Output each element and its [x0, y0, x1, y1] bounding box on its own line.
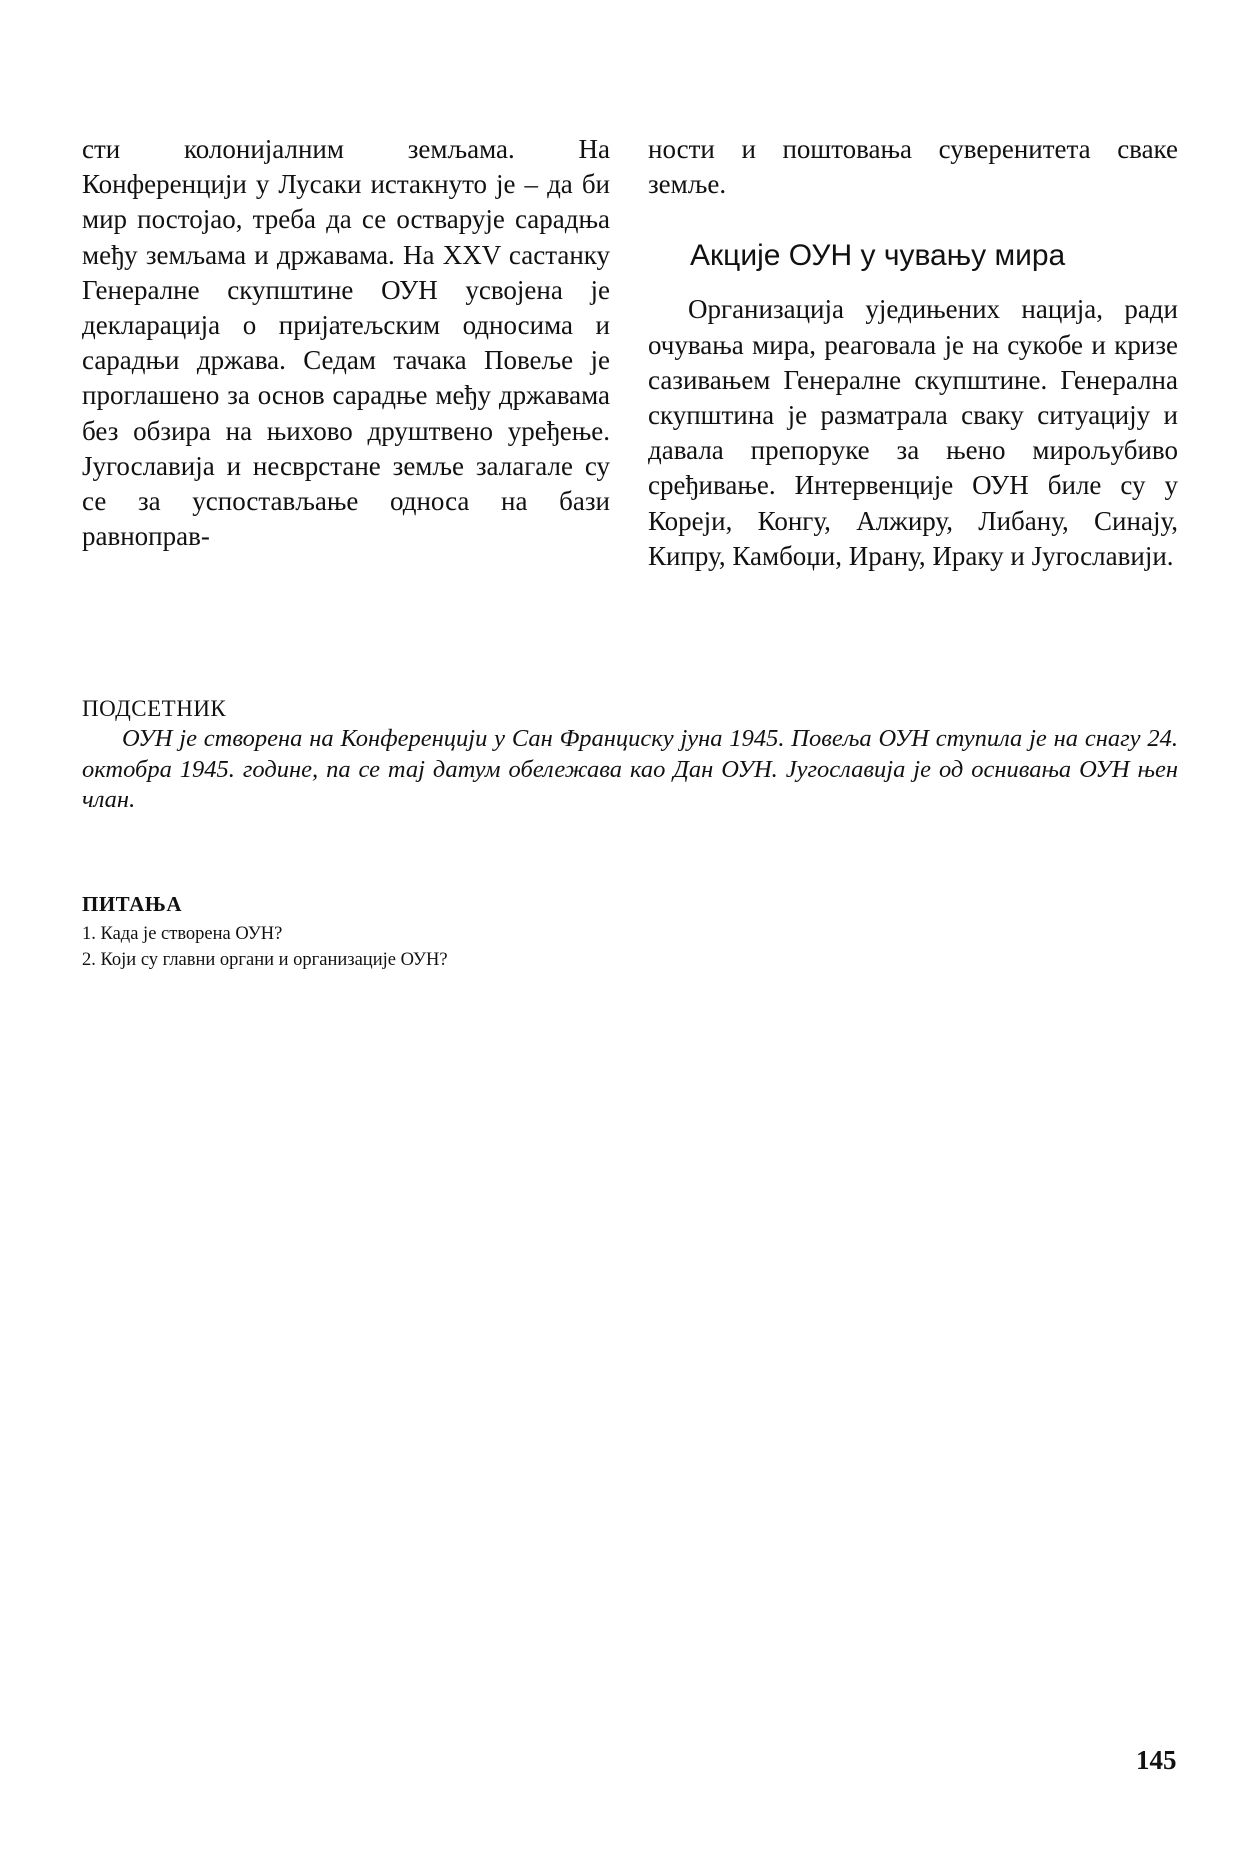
question-item: 1. Када је створена ОУН?	[82, 924, 283, 944]
section-heading: Акције ОУН у чувању мира	[690, 239, 1066, 273]
right-column	[648, 132, 1178, 574]
right-column-continuation: ности и поштовања суверенитета сваке земље.	[648, 134, 1178, 200]
left-column-paragraph: сти колонијалним земљама. На Конференцији у Лусаки истакнуто је – да би мир постојао, треба да се остварује сарадња међу земљама и државама. На XXV састанку Генералне скупштине ОУН усвојена је декларација о пријатељским односима и сарадњи држава. Седам тачака Повеље је проглашено за основ сарадње међу државама без обзира на њихово друштвено уређење. Југославија и несврстане земље залагале су се за успостављање односа на бази равноправ-	[82, 134, 610, 552]
questions-title: ПИТАЊА	[82, 892, 183, 916]
left-column	[82, 132, 610, 554]
questions-section	[82, 890, 882, 973]
reminder-title: ПОДСЕТНИК	[82, 696, 227, 721]
reminder-text: ОУН је створена на Конференцији у Сан Франциску јуна 1945. Повеља ОУН ступила је на снагу 24. октобра 1945. године, па се тај датум обележава као Дан ОУН. Југославија је од оснивања ОУН њен члан.	[82, 725, 1178, 813]
right-column-paragraph: Организација уједињених нација, ради очувања мира, реаговала је на сукобе и кризе сазивањем Генералне скупштине. Генерална скупштина је разматрала сваку ситуацију и давала препоруке за њено мирољубиво сређивање. Интервенције ОУН биле су у Кореји, Конгу, Алжиру, Либану, Синају, Кипру, Камбоџи, Ирану, Ираку и Југославији.	[648, 294, 1178, 571]
page-number: 145	[1136, 1745, 1177, 1775]
question-item: 2. Који су главни органи и организације ОУН?	[82, 949, 448, 970]
reminder-box	[82, 694, 1178, 816]
